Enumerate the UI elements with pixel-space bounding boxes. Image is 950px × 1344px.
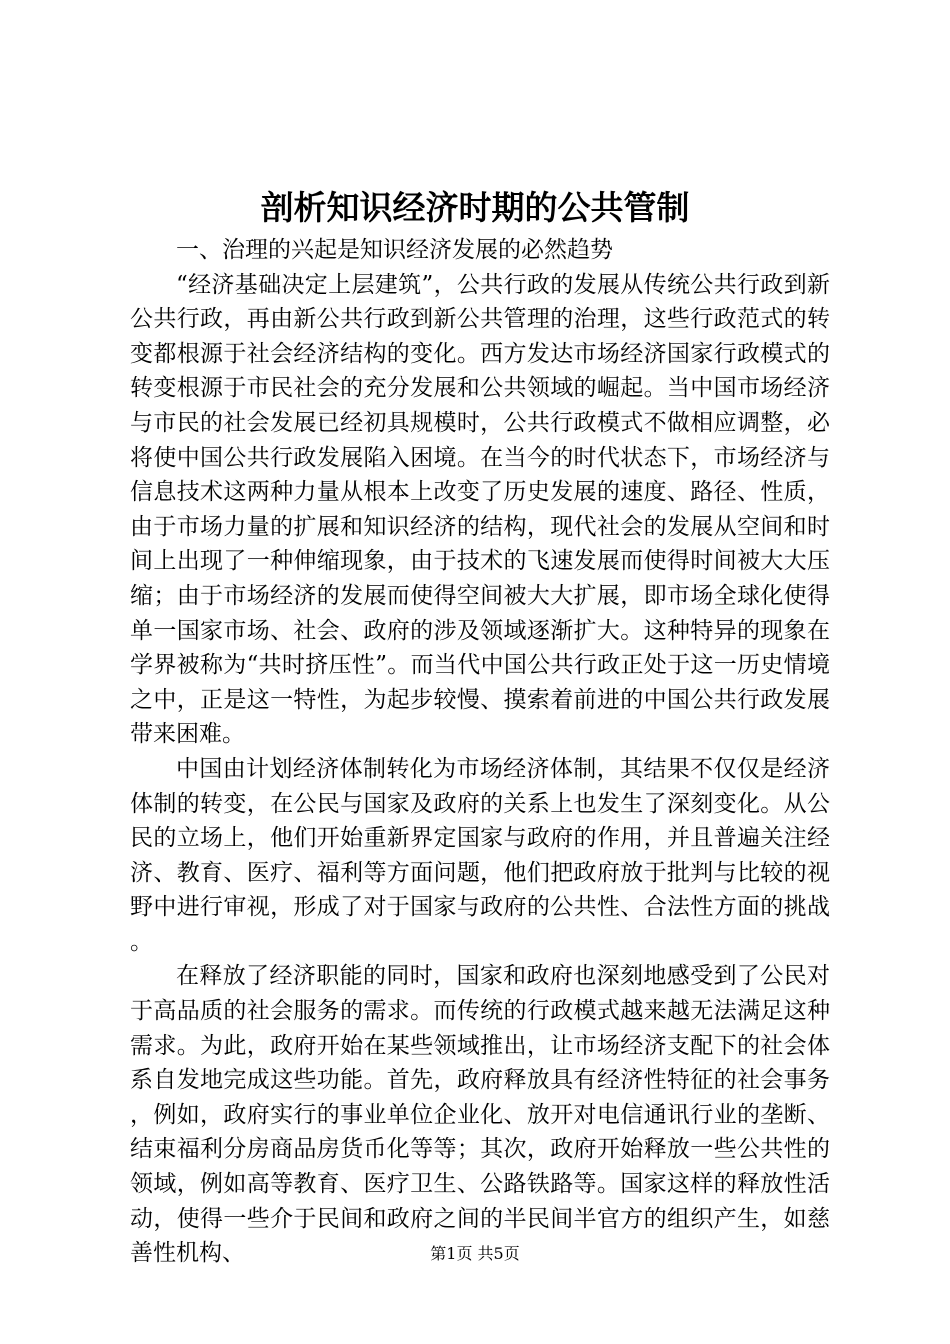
body-paragraph: 中国由计划经济体制转化为市场经济体制，其结果不仅仅是经济体制的转变，在公民与国家及政府的关系上也发生了深刻变化。从公民的立场上，他们开始重新界定国家与政府的作用，并且普遍关注经济、教育、医疗、福利等方面问题，他们把政府放于批判与比较的视野中进行审视，形成了对于国家与政府的公共性、合法性方面的挑战。 (130, 755, 830, 955)
body-paragraph: 在释放了经济职能的同时，国家和政府也深刻地感受到了公民对于高品质的社会服务的需求。而传统的行政模式越来越无法满足这种需求。为此，政府开始在某些领域推出，让市场经济支配下的社会体系自发地完成这些功能。首先，政府释放具有经济性特征的社会事务，例如，政府实行的事业单位企业化、放开对电信通讯行业的垄断、结束福利分房商品房货币化等等；其次，政府开始释放一些公共性的领域，例如高等教育、医疗卫生、公路铁路等。国家这样的释放性活动，使得一些介于民间和政府之间的半民间半官方的组织产生，如慈善性机构、 (130, 963, 830, 1267)
body-paragraph: “经济基础决定上层建筑”，公共行政的发展从传统公共行政到新公共行政，再由新公共行政到新公共管理的治理，这些行政范式的转变都根源于社会经济结构的变化。西方发达市场经济国家行政模式的转变根源于市民社会的充分发展和公共领域的崛起。当中国市场经济与市民的社会发展已经初具规模时，公共行政模式不做相应调整，必将使中国公共行政发展陷入困境。在当今的时代状态下，市场经济与信息技术这两种力量从根本上改变了历史发展的速度、路径、性质，由于市场力量的扩展和知识经济的结构，现代社会的发展从空间和时间上出现了一种伸缩现象，由于技术的飞速发展而使得时间被大大压缩；由于市场经济的发展而使得空间被大大扩展，即市场全球化使得单一国家市场、社会、政府的涉及领域逐渐扩大。这种特异的现象在学界被称为“共时挤压性”。而当代中国公共行政正处于这一历史情境之中，正是这一特性，为起步较慢、摸索着前进的中国公共行政发展带来困难。 (130, 271, 830, 748)
page-footer: 第1页 共5页 (430, 1244, 520, 1263)
document-title: 剖析知识经济时期的公共管制 (260, 188, 690, 227)
document-body (130, 233, 830, 1271)
section-heading: 一、治理的兴起是知识经济发展的必然趋势 (176, 237, 613, 263)
